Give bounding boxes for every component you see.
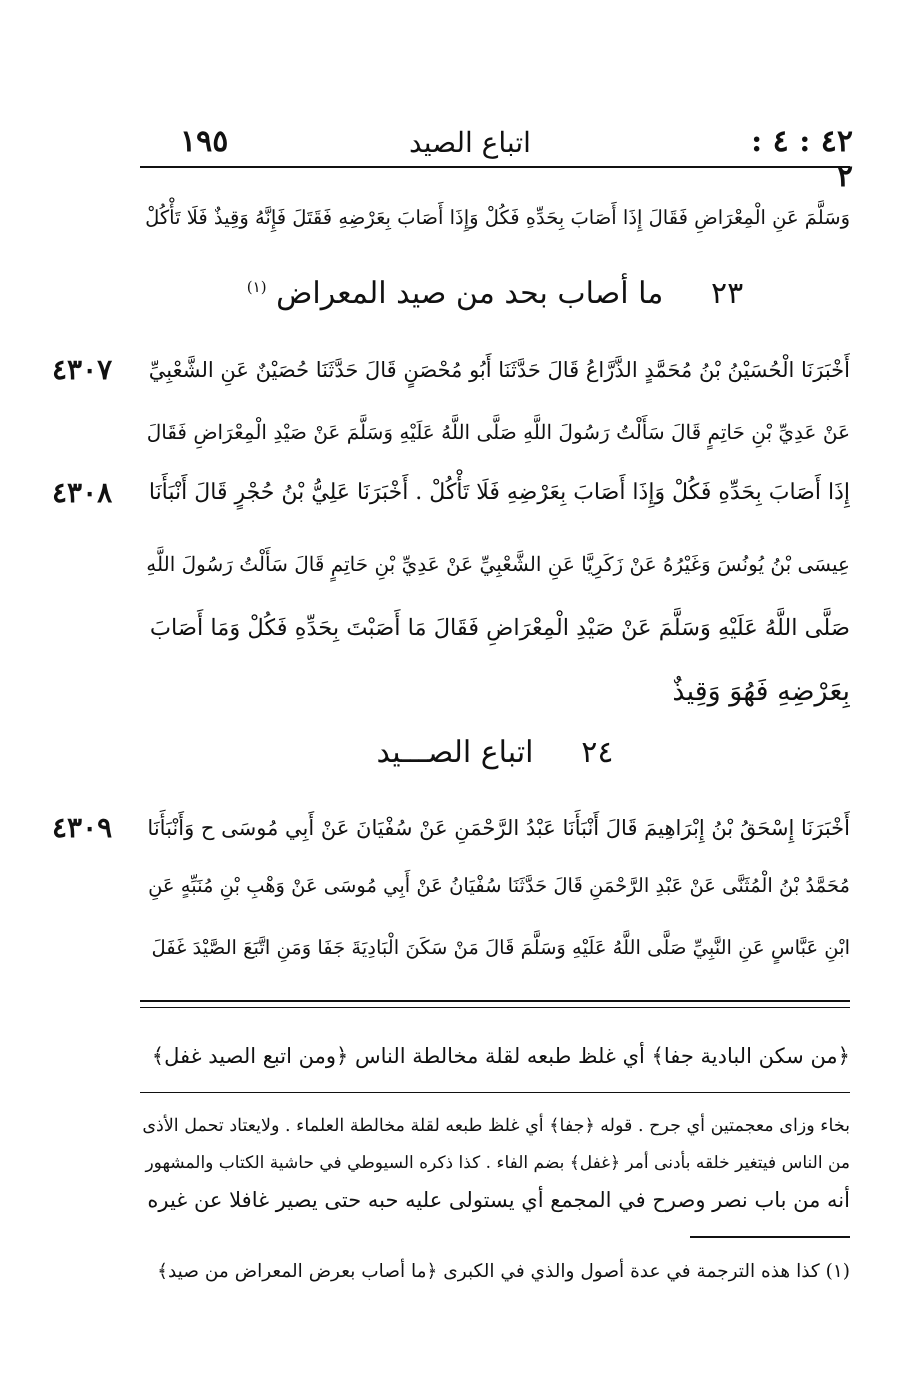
section-24-number: ٢٤ <box>581 735 614 770</box>
commentary-line-4: أنه من باب نصر وصرح في المجمع أي يستولى عليه حبه حتى يصير غافلا عن غيره <box>147 1188 850 1212</box>
commentary-line-2: بخاء وزاى معجمتين أي جرح . قوله ﴿جفا﴾ أي غلظ طبعه لقلة مخالطة العلماء . ولايعتاد تحمل الأذى <box>142 1116 850 1136</box>
separator-rule-top <box>140 1000 850 1002</box>
footnote-rule <box>690 1236 850 1238</box>
text-line-5: عِيسَى بْنُ يُونُسَ وَغَيْرُهُ عَنْ زَكَرِيَّا عَنِ الشَّعْبِيِّ عَنْ عَدِيِّ بْنِ حَاتِمٍ قَالَ سَأَلْتُ رَسُولَ اللَّهِ <box>146 552 850 576</box>
footnote-text: (١) كذا هذه الترجمة في عدة أصول والذي في الكبرى ﴿ما أصاب بعرض المعراض من صيد﴾ <box>157 1261 850 1282</box>
section-23-heading <box>140 276 850 311</box>
section-23-title: ما أصاب بحد من صيد المعراض <box>276 276 664 311</box>
text-line-2: أَخْبَرَنَا الْحُسَيْنُ بْنُ مُحَمَّدٍ الذَّرَّاعُ قَالَ حَدَّثَنَا أَبُو مُحْصَنٍ قَالَ حَدَّثَنَا حُصَيْنٌ عَنِ الشَّعْبِيِّ <box>148 358 850 382</box>
commentary-rule <box>140 1092 850 1093</box>
hadith-number-4308: ٤٣٠٨ <box>52 476 113 509</box>
text-line-8: أَخْبَرَنَا إِسْحَقُ بْنُ إِبْرَاهِيمَ قَالَ أَنْبَأَنَا عَبْدُ الرَّحْمَنِ عَنْ سُفْيَانَ عَنْ أَبِي مُوسَى ح وَأَنْبَأَنَا <box>147 816 850 840</box>
section-24-title: اتباع الصـــيد <box>376 735 534 770</box>
section-24-heading <box>140 735 850 770</box>
hadith-number-4307: ٤٣٠٧ <box>52 353 113 386</box>
text-line-6: صَلَّى اللَّهُ عَلَيْهِ وَسَلَّمَ عَنْ صَيْدِ الْمِعْرَاضِ فَقَالَ مَا أَصَبْتَ بِحَدِّهِ فَكُلْ وَمَا أَصَابَ <box>149 615 850 641</box>
chapter-reference: ٤٢ : ٤ : ٢ <box>751 124 853 194</box>
text-line-3: عَنْ عَدِيِّ بْنِ حَاتِمٍ قَالَ سَأَلْتُ رَسُولَ اللَّهِ صَلَّى اللَّهُ عَلَيْهِ وَسَلَّمَ عَنْ صَيْدِ الْمِعْرَاضِ فَقَالَ <box>146 420 850 444</box>
text-line-10: ابْنِ عَبَّاسٍ عَنِ النَّبِيِّ صَلَّى اللَّهُ عَلَيْهِ وَسَلَّمَ قَالَ مَنْ سَكَنَ الْبَادِيَةَ جَفَا وَمَنِ اتَّبَعَ الصَّيْدَ غَفَلَ <box>151 936 850 959</box>
page-number: ١٩٥ <box>180 124 229 159</box>
text-line-1: وَسَلَّمَ عَنِ الْمِعْرَاضِ فَقَالَ إِذَا أَصَابَ بِحَدِّهِ فَكُلْ وَإِذَا أَصَابَ بِعَرْضِهِ فَقَتَلَ فَإِنَّهُ وَقِيذٌ فَلَا تَأْكُلْ <box>145 206 850 229</box>
section-23-number: ٢٣ <box>710 276 744 311</box>
text-line-9: مُحَمَّدُ بْنُ الْمُثَنَّى عَنْ عَبْدِ الرَّحْمَنِ قَالَ حَدَّثَنَا سُفْيَانُ عَنْ أَبِي مُوسَى عَنْ وَهْبِ بْنِ مُنَبِّهٍ عَنِ <box>148 874 850 897</box>
commentary-line-1: ﴿من سكن البادية جفا﴾ أي غلظ طبعه لقلة مخالطة الناس ﴿ومن اتبع الصيد غفل﴾ <box>151 1044 850 1068</box>
text-line-7: بِعَرْضِهِ فَهُوَ وَقِيذٌ <box>672 676 850 707</box>
commentary-line-3: من الناس فيتغير خلقه بأدنى أمر ﴿غفل﴾ بضم الفاء . كذا ذكره السيوطي في حاشية الكتاب والمشهور <box>145 1153 850 1173</box>
hadith-number-4309: ٤٣٠٩ <box>52 811 113 844</box>
footnote-marker: (١) <box>246 278 267 296</box>
text-line-4: إِذَا أَصَابَ بِحَدِّهِ فَكُلْ وَإِذَا أَصَابَ بِعَرْضِهِ فَلَا تَأْكُلْ . أَخْبَرَنَا عَلِيُّ بْنُ حُجْرٍ قَالَ أَنْبَأَنَا <box>148 480 850 505</box>
header-rule <box>140 166 850 168</box>
separator-rule-bottom <box>140 1007 850 1008</box>
running-title: اتباع الصيد <box>409 126 531 159</box>
